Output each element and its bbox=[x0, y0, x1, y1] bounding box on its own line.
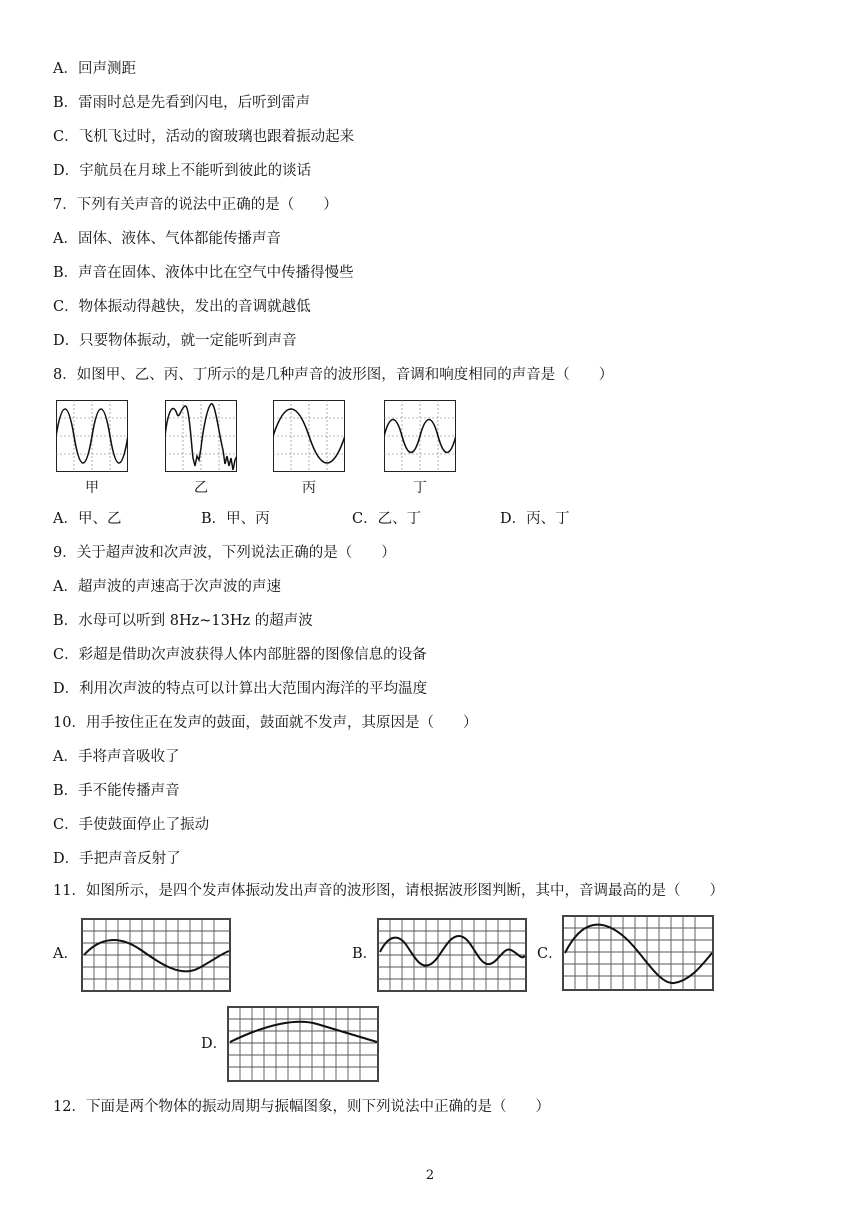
q9-option-a: A．超声波的声速高于次声波的声速 bbox=[53, 579, 281, 595]
q9-option-b: B．水母可以听到 8Hz~13Hz 的超声波 bbox=[53, 613, 313, 629]
waveform-bing-figure bbox=[273, 400, 345, 472]
q7-option-d: D．只要物体振动，就一定能听到声音 bbox=[53, 333, 297, 349]
q8-option-b: B．甲、丙 bbox=[201, 511, 270, 527]
q11-option-d-label: D． bbox=[201, 1036, 228, 1052]
waveform-jia-label: 甲 bbox=[85, 480, 99, 496]
q11-stem: 11．如图所示，是四个发声体振动发出声音的波形图，请根据波形图判断，其中，音调最高的是（ ） bbox=[53, 883, 724, 899]
waveform-jia-figure bbox=[56, 400, 128, 472]
q9-stem: 9．关于超声波和次声波，下列说法正确的是（ ） bbox=[53, 545, 396, 561]
waveform-bing-label: 丙 bbox=[302, 480, 316, 496]
q7-stem: 7．下列有关声音的说法中正确的是（ ） bbox=[53, 197, 338, 213]
q7-option-c: C．物体振动得越快，发出的音调就越低 bbox=[53, 299, 311, 315]
q7-option-b: B．声音在固体、液体中比在空气中传播得慢些 bbox=[53, 265, 354, 281]
q9-option-d: D．利用次声波的特点可以计算出大范围内海洋的平均温度 bbox=[53, 681, 428, 697]
waveform-yi-label: 乙 bbox=[194, 480, 208, 496]
q10-option-a: A．手将声音吸收了 bbox=[53, 749, 180, 765]
q6-option-d: D．宇航员在月球上不能听到彼此的谈话 bbox=[53, 163, 312, 179]
q10-option-b: B．手不能传播声音 bbox=[53, 783, 180, 799]
waveform-a-figure bbox=[81, 918, 231, 992]
q12-stem: 12．下面是两个物体的振动周期与振幅图象，则下列说法中正确的是（ ） bbox=[53, 1099, 550, 1115]
q6-option-c: C．飞机飞过时，活动的窗玻璃也跟着振动起来 bbox=[53, 129, 355, 145]
q11-option-c-label: C． bbox=[537, 946, 563, 962]
q7-option-a: A．固体、液体、气体都能传播声音 bbox=[53, 231, 281, 247]
q8-option-a: A．甲、乙 bbox=[53, 511, 122, 527]
q11-option-b-label: B． bbox=[352, 946, 378, 962]
q8-option-d: D．丙、丁 bbox=[500, 511, 570, 527]
page-number: 2 bbox=[425, 1168, 435, 1183]
q10-option-c: C．手使鼓面停止了振动 bbox=[53, 817, 210, 833]
q9-option-c: C．彩超是借助次声波获得人体内部脏器的图像信息的设备 bbox=[53, 647, 427, 663]
q8-option-c: C．乙、丁 bbox=[352, 511, 422, 527]
q8-stem: 8．如图甲、乙、丙、丁所示的是几种声音的波形图，音调和响度相同的声音是（ ） bbox=[53, 367, 614, 383]
q6-option-b: B．雷雨时总是先看到闪电，后听到雷声 bbox=[53, 95, 311, 111]
waveform-ding-figure bbox=[384, 400, 456, 472]
q11-option-a-label: A． bbox=[53, 946, 78, 962]
waveform-d-figure bbox=[227, 1006, 379, 1082]
q10-stem: 10．用手按住正在发声的鼓面，鼓面就不发声，其原因是（ ） bbox=[53, 715, 478, 731]
waveform-b-figure bbox=[377, 918, 527, 992]
waveform-ding-label: 丁 bbox=[413, 480, 427, 496]
q10-option-d: D．手把声音反射了 bbox=[53, 851, 181, 867]
waveform-c-figure bbox=[562, 915, 714, 991]
q6-option-a: A．回声测距 bbox=[53, 61, 136, 77]
waveform-yi-figure bbox=[165, 400, 237, 472]
